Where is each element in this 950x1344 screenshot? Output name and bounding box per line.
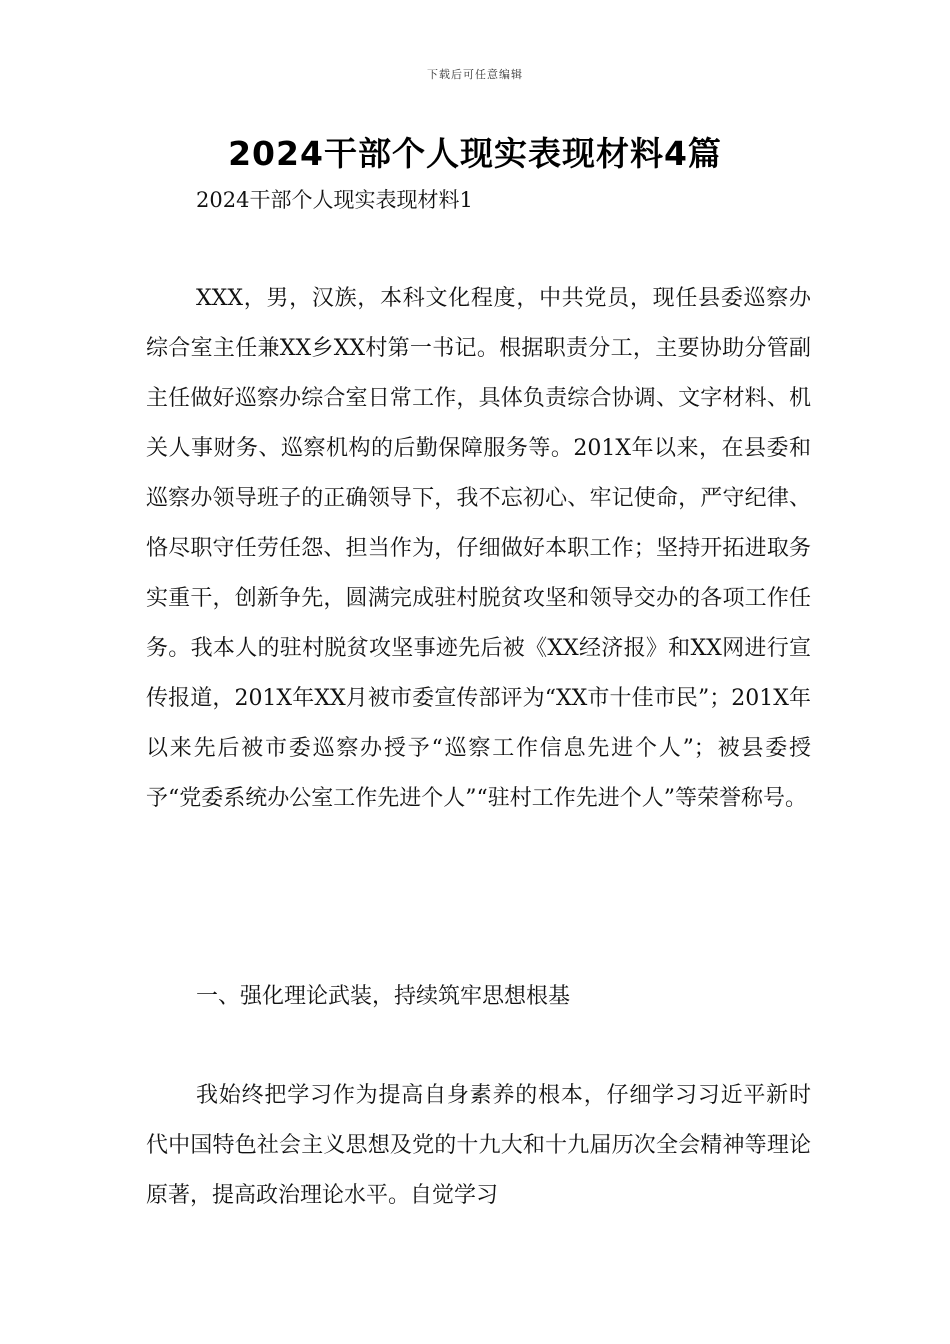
document-subtitle: 2024干部个人现实表现材料1 [196,188,473,212]
paragraph-intro: XXX，男，汉族，本科文化程度，中共党员，现任县委巡察办综合室主任兼XX乡XX村第一书记。根据职责分工，主要协助分管副主任做好巡察办综合室日常工作，具体负责综合协调、文字材料、机关人事财务、巡察机构的后勤保障服务等。201X年以来，在县委和巡察办领导班子的正确领导下，我不忘初心、牢记使命，严守纪律、恪尽职守任劳任怨、担当作为，仔细做好本职工作；坚持开拓进取务实重干，创新争先，圆满完成驻村脱贫攻坚和领导交办的各项工作任务。我本人的驻村脱贫攻坚事迹先后被《XX经济报》和XX网进行宣传报道，201X年XX月被市委宣传部评为“XX市十佳市民”；201X年以来先后被市委巡察办授予“巡察工作信息先进个人”；被县委授予“党委系统办公室工作先进个人”“驻村工作先进个人”等荣誉称号。 [146,286,811,811]
paragraph-study: 我始终把学习作为提高自身素养的根本，仔细学习习近平新时代中国特色社会主义思想及党的十九大和十九届历次全会精神等理论原著，提高政治理论水平。自觉学习 [146,1083,811,1208]
header-note: 下载后可任意编辑 [427,68,523,81]
document-title: 2024干部个人现实表现材料4篇 [228,134,722,173]
section-heading: 一、强化理论武装，持续筑牢思想根基 [196,984,571,1009]
